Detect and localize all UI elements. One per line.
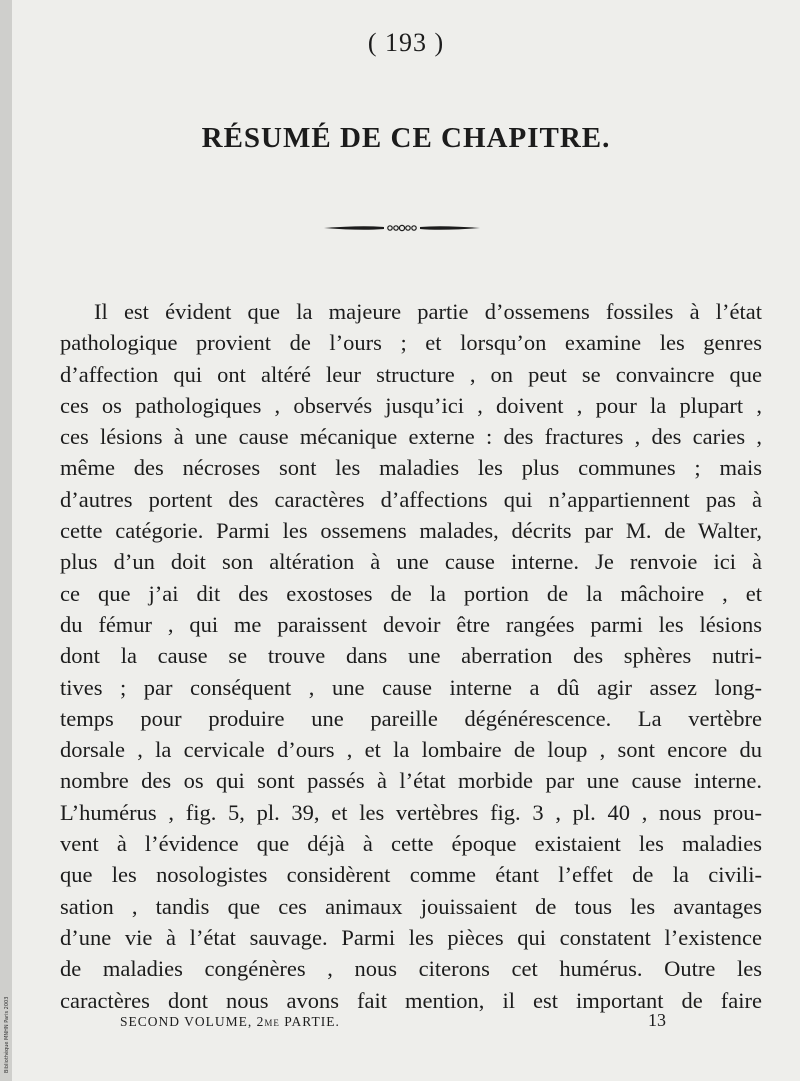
text-line: d’une vie à l’état sauvage. Parmi les pièces qui constatent l’existence bbox=[60, 924, 762, 950]
sheet-number: 13 bbox=[648, 1010, 666, 1030]
text-line: cette catégorie. Parmi les ossemens malades, décrits par M. de Walter, bbox=[60, 518, 762, 544]
library-stamp: Bibliothèque MNHN Paris 2003 bbox=[4, 996, 10, 1073]
text-line: ces os pathologiques , observés jusqu’ici , doivent , pour la plupart , bbox=[60, 392, 762, 418]
signature-mark: SECOND VOLUME, 2me PARTIE. bbox=[120, 1014, 340, 1029]
text-line: plus d’un doit son altération à une cause interne. Je renvoie ici à bbox=[60, 549, 762, 575]
text-line: d’autres portent des caractères d’affections qui n’appartiennent pas à bbox=[60, 486, 762, 512]
page-footer bbox=[12, 1010, 800, 1036]
text-line: sation , tandis que ces animaux jouissaient de tous les avantages bbox=[60, 893, 762, 919]
text-line: Il est évident que la majeure partie d’ossemens fossiles à l’état bbox=[94, 299, 762, 324]
chapter-title: RÉSUMÉ DE CE CHAPITRE. bbox=[201, 122, 611, 154]
book-page bbox=[12, 0, 800, 1081]
text-line: que les nosologistes considèrent comme étant l’effet de la civili- bbox=[60, 862, 762, 888]
text-line: ce que j’ai dit des exostoses de la portion de la mâchoire , et bbox=[60, 580, 762, 606]
decorative-rule-ornament-icon bbox=[322, 218, 482, 238]
text-line: dont la cause se trouve dans une aberration des sphères nutri- bbox=[60, 643, 762, 669]
text-line: du fémur , qui me paraissent devoir être rangées parmi les lésions bbox=[60, 611, 762, 637]
text-line: nombre des os qui sont passés à l’état morbide par une cause interne. bbox=[60, 768, 762, 794]
text-line: même des nécroses sont les maladies les plus communes ; mais bbox=[60, 455, 762, 481]
text-line: tives ; par conséquent , une cause interne a dû agir assez long- bbox=[60, 674, 762, 700]
text-line: dorsale , la cervicale d’ours , et la lombaire de loup , sont encore du bbox=[60, 737, 762, 763]
text-line: ces lésions à une cause mécanique externe : des fractures , des caries , bbox=[60, 424, 762, 450]
text-line: de maladies congénères , nous citerons cet humérus. Outre les bbox=[60, 956, 762, 982]
page-number: ( 193 ) bbox=[367, 28, 445, 57]
text-line: vent à l’évidence que déjà à cette époque existaient les maladies bbox=[60, 831, 762, 857]
text-line: d’affection qui ont altéré leur structure , on peut se convaincre que bbox=[60, 361, 762, 387]
body-text bbox=[60, 296, 762, 1016]
text-line: temps pour produire une pareille dégénérescence. La vertèbre bbox=[60, 705, 762, 731]
scan-margin bbox=[0, 0, 12, 1081]
text-line: pathologique provient de l’ours ; et lorsqu’on examine les genres bbox=[60, 330, 762, 356]
text-line: caractères dont nous avons fait mention, il est important de faire bbox=[60, 987, 762, 1013]
text-line: L’humérus , fig. 5, pl. 39, et les vertèbres fig. 3 , pl. 40 , nous prou- bbox=[60, 799, 762, 825]
